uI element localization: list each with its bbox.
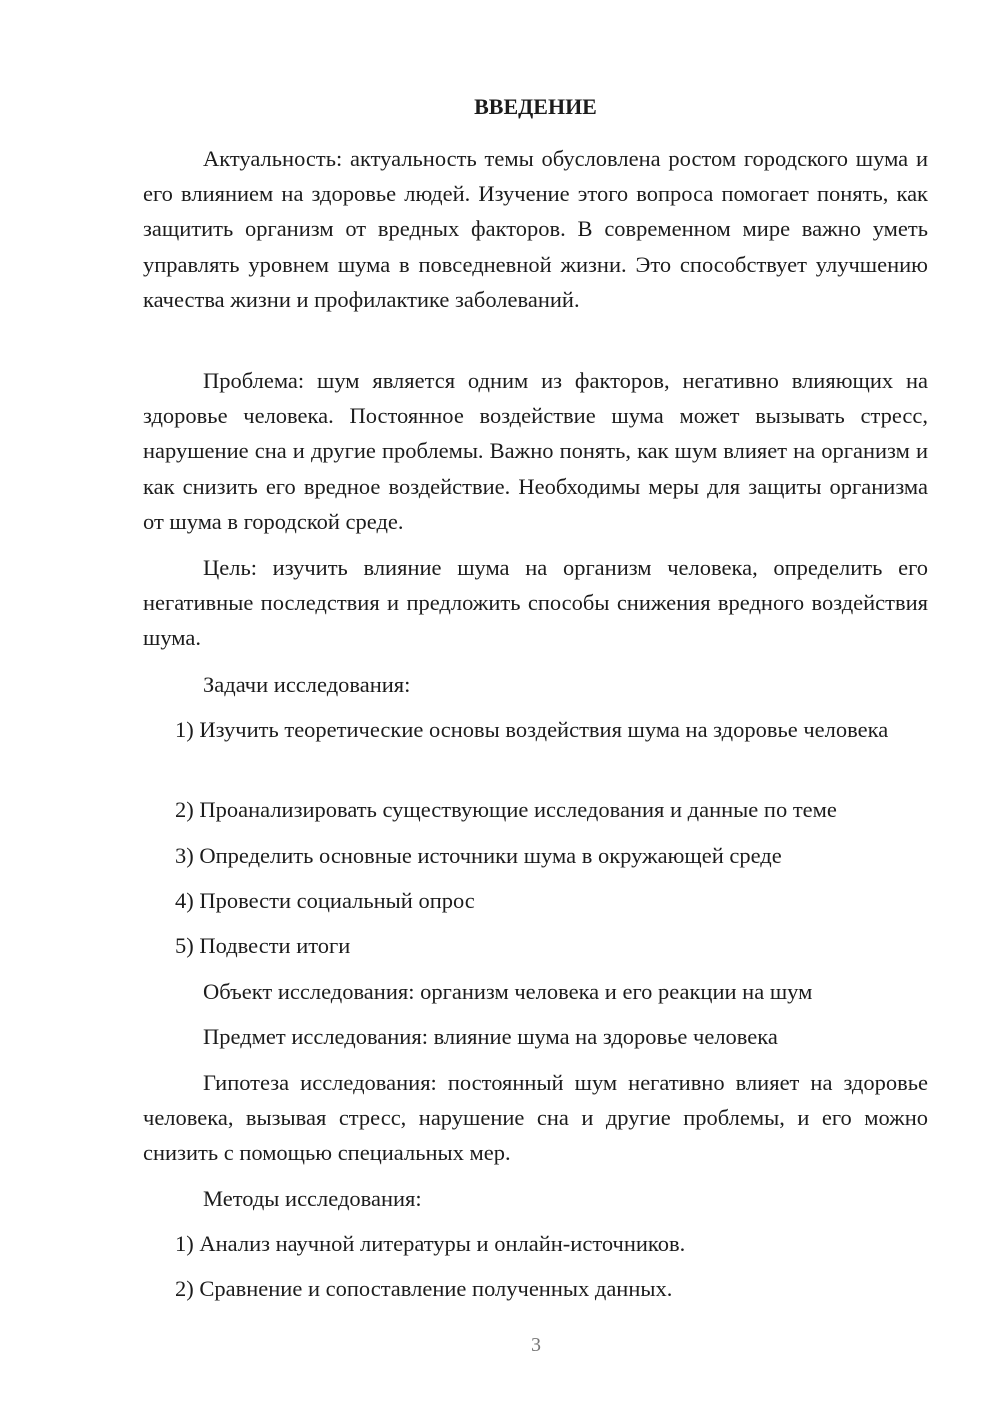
tasks-heading: Задачи исследования: [203, 672, 411, 697]
subject-line: Предмет исследования: влияние шума на здоровье человека [203, 1024, 778, 1049]
goal-paragraph: Цель: изучить влияние шума на организм человека, определить его негативные последствия и предложить способы снижения вредного воздействия шума. [143, 555, 928, 651]
problem-paragraph: Проблема: шум является одним из факторов, негативно влияющих на здоровье человека. Постоянное воздействие шума может вызывать стресс, нарушение сна и другие проблемы. Важно понять, как шум влияет на организм и как снизить его вредное воздействие. Необходимы меры для защиты организма от шума в городской среде. [143, 368, 928, 534]
methods-heading: Методы исследования: [203, 1186, 422, 1211]
relevance-paragraph: Актуальность: актуальность темы обусловлена ростом городского шума и его влиянием на здоровье людей. Изучение этого вопроса помогает понять, как защитить организм от вредных факторов. В современном мире важно уметь управлять уровнем шума в повседневной жизни. Это способствует улучшению качества жизни и профилактике заболеваний. [143, 146, 928, 312]
method-item-1: 1) Анализ научной литературы и онлайн-источников. [175, 1231, 686, 1256]
page-title: ВВЕДЕНИЕ [474, 94, 597, 119]
method-item-2: 2) Сравнение и сопоставление полученных данных. [175, 1276, 673, 1301]
task-item-4: 4) Провести социальный опрос [175, 888, 475, 913]
task-item-3: 3) Определить основные источники шума в окружающей среде [175, 843, 782, 868]
hypothesis-paragraph: Гипотеза исследования: постоянный шум негативно влияет на здоровье человека, вызывая стресс, нарушение сна и другие проблемы, и его можно снизить с помощью специальных мер. [143, 1070, 928, 1166]
task-item-1: 1) Изучить теоретические основы воздействия шума на здоровье человека [175, 717, 889, 742]
page-number: 3 [531, 1334, 541, 1356]
task-item-5: 5) Подвести итоги [175, 933, 351, 958]
object-line: Объект исследования: организм человека и его реакции на шум [203, 979, 813, 1004]
task-item-2: 2) Проанализировать существующие исследования и данные по теме [175, 797, 837, 822]
